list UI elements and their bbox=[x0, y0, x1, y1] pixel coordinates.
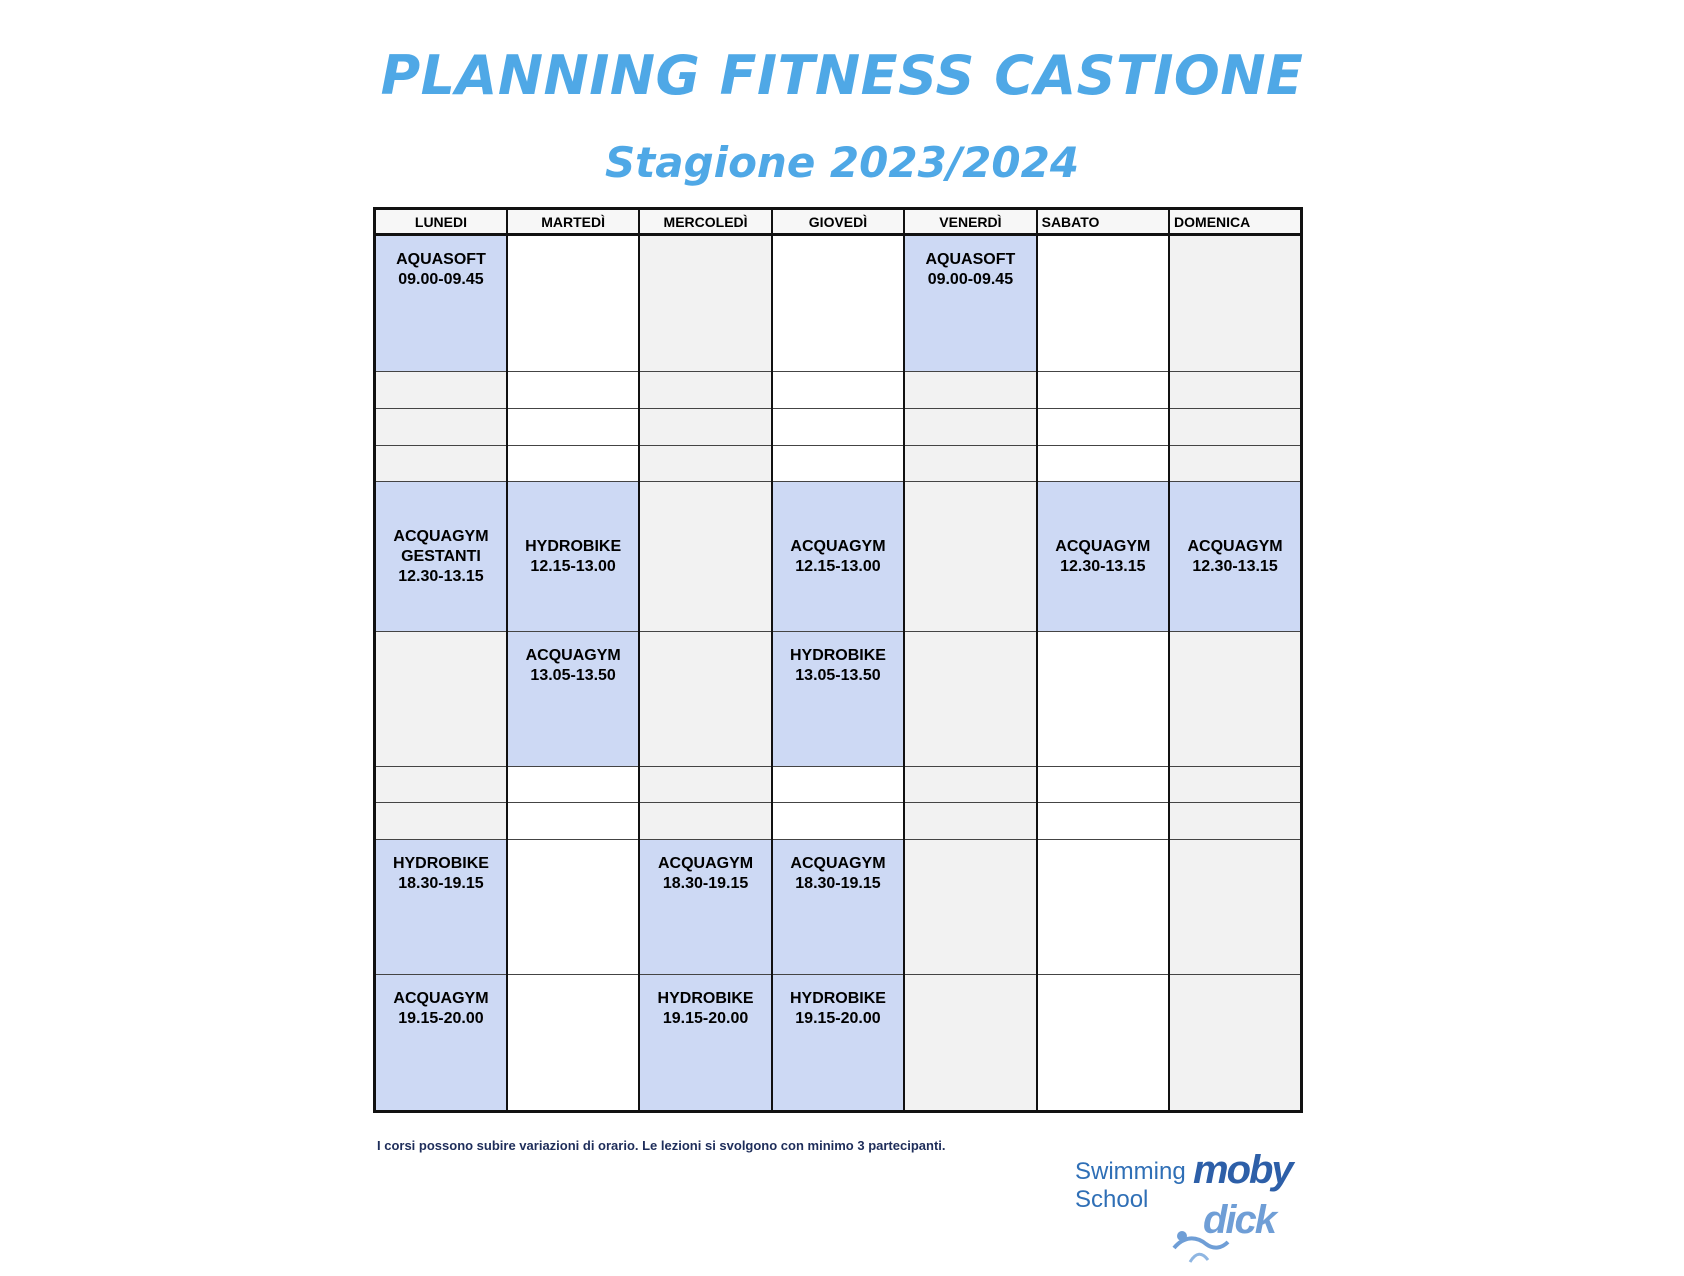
class-name: HYDROBIKE bbox=[392, 855, 489, 872]
empty-cell bbox=[639, 482, 771, 631]
empty-cell bbox=[904, 482, 1036, 631]
empty-cell bbox=[772, 766, 904, 803]
class-time: 18.30-19.15 bbox=[398, 875, 484, 892]
table-row bbox=[375, 408, 1302, 445]
empty-cell bbox=[639, 408, 771, 445]
empty-cell bbox=[904, 408, 1036, 445]
class-time: 09.00-09.45 bbox=[398, 271, 484, 288]
table-row bbox=[375, 840, 1302, 975]
empty-cell bbox=[1037, 766, 1169, 803]
empty-cell bbox=[639, 803, 771, 840]
empty-cell bbox=[904, 631, 1036, 766]
class-cell bbox=[772, 482, 904, 631]
empty-cell bbox=[772, 445, 904, 482]
empty-cell bbox=[1037, 840, 1169, 975]
class-name: HYDROBIKE bbox=[789, 646, 886, 664]
class-time: 12.30-13.15 bbox=[1192, 557, 1278, 575]
empty-cell bbox=[1169, 445, 1301, 482]
class-name: ACQUAGYM bbox=[790, 855, 886, 872]
empty-cell bbox=[904, 372, 1036, 409]
class-time: 12.30-13.15 bbox=[1060, 557, 1146, 575]
empty-cell bbox=[772, 408, 904, 445]
empty-cell bbox=[1037, 974, 1169, 1111]
empty-cell bbox=[1169, 631, 1301, 766]
day-header-thursday: GIOVEDÌ bbox=[772, 209, 904, 235]
class-cell bbox=[507, 631, 639, 766]
class-cell bbox=[375, 235, 507, 372]
empty-cell bbox=[904, 445, 1036, 482]
class-name: ACQUAGYM bbox=[1187, 537, 1283, 555]
class-time: 18.30-19.15 bbox=[662, 875, 749, 892]
day-header-saturday: SABATO bbox=[1037, 209, 1169, 235]
empty-cell bbox=[375, 803, 507, 840]
empty-cell bbox=[904, 766, 1036, 803]
empty-cell bbox=[1169, 235, 1301, 372]
class-time: 13.05-13.50 bbox=[530, 666, 616, 684]
class-cell bbox=[375, 974, 507, 1111]
empty-cell bbox=[507, 803, 639, 840]
class-cell bbox=[375, 482, 507, 631]
class-name: ACQUAGYM bbox=[1055, 537, 1151, 555]
table-row bbox=[375, 803, 1302, 840]
class-cell bbox=[772, 840, 904, 975]
class-time: 19.15-20.00 bbox=[795, 1009, 881, 1027]
class-cell bbox=[375, 840, 507, 975]
empty-cell bbox=[639, 766, 771, 803]
class-name: ACQUAGYM bbox=[525, 646, 621, 664]
header-row bbox=[375, 209, 1302, 235]
empty-cell bbox=[375, 372, 507, 409]
class-time: 12.15-13.00 bbox=[795, 557, 881, 575]
empty-cell bbox=[507, 372, 639, 409]
day-header-wednesday: MERCOLEDÌ bbox=[639, 209, 771, 235]
class-time: 19.15-20.00 bbox=[398, 1009, 484, 1027]
empty-cell bbox=[375, 445, 507, 482]
empty-cell bbox=[772, 803, 904, 840]
class-name: HYDROBIKE bbox=[525, 537, 622, 555]
day-header-sunday: DOMENICA bbox=[1169, 209, 1301, 235]
empty-cell bbox=[904, 974, 1036, 1111]
logo-text-school: School bbox=[1075, 1186, 1149, 1213]
logo-text-swimming: Swimming bbox=[1075, 1158, 1186, 1185]
empty-cell bbox=[1169, 766, 1301, 803]
empty-cell bbox=[375, 631, 507, 766]
class-time: 12.15-13.00 bbox=[530, 557, 616, 575]
empty-cell bbox=[639, 631, 771, 766]
class-name: AQUASOFT bbox=[396, 251, 486, 268]
empty-cell bbox=[375, 408, 507, 445]
class-cell bbox=[904, 235, 1036, 372]
class-time: 13.05-13.50 bbox=[795, 666, 881, 684]
empty-cell bbox=[507, 408, 639, 445]
class-name: HYDROBIKE bbox=[789, 989, 886, 1007]
table-row bbox=[375, 482, 1302, 631]
class-cell bbox=[639, 974, 771, 1111]
class-cell bbox=[1037, 482, 1169, 631]
empty-cell bbox=[1037, 372, 1169, 409]
empty-cell bbox=[1169, 974, 1301, 1111]
footer-note: I corsi possono subire variazioni di orario. Le lezioni si svolgono con minimo 3 partecipanti. bbox=[377, 1138, 946, 1153]
class-time: 18.30-19.15 bbox=[795, 875, 881, 892]
table-row bbox=[375, 372, 1302, 409]
day-header-tuesday: MARTEDÌ bbox=[507, 209, 639, 235]
empty-cell bbox=[375, 766, 507, 803]
day-header-friday: VENERDÌ bbox=[904, 209, 1036, 235]
class-name: AQUASOFT bbox=[925, 251, 1016, 268]
table-row bbox=[375, 235, 1302, 372]
page-title: PLANNING FITNESS CASTIONE bbox=[380, 44, 1304, 107]
empty-cell bbox=[772, 372, 904, 409]
empty-cell bbox=[1169, 372, 1301, 409]
table-row bbox=[375, 445, 1302, 482]
empty-cell bbox=[904, 840, 1036, 975]
empty-cell bbox=[507, 974, 639, 1111]
schedule-table bbox=[373, 207, 1303, 1113]
class-cell bbox=[772, 631, 904, 766]
class-name: ACQUAGYM bbox=[393, 527, 489, 545]
empty-cell bbox=[507, 445, 639, 482]
empty-cell bbox=[1037, 631, 1169, 766]
empty-cell bbox=[639, 235, 771, 372]
logo-text-moby: moby bbox=[1193, 1148, 1292, 1192]
class-name: HYDROBIKE bbox=[657, 989, 754, 1007]
class-name: ACQUAGYM bbox=[393, 989, 489, 1007]
empty-cell bbox=[639, 445, 771, 482]
empty-cell bbox=[639, 372, 771, 409]
day-header-monday: LUNEDI bbox=[375, 209, 507, 235]
empty-cell bbox=[1169, 840, 1301, 975]
table-row bbox=[375, 766, 1302, 803]
class-time: 19.15-20.00 bbox=[662, 1009, 749, 1027]
empty-cell bbox=[1037, 408, 1169, 445]
swimmer-icon bbox=[1170, 1218, 1230, 1268]
class-time: 09.00-09.45 bbox=[927, 271, 1014, 288]
page-subtitle: Stagione 2023/2024 bbox=[604, 138, 1080, 187]
empty-cell bbox=[1037, 445, 1169, 482]
table-row bbox=[375, 631, 1302, 766]
empty-cell bbox=[1037, 235, 1169, 372]
class-time: 12.30-13.15 bbox=[398, 567, 484, 585]
class-cell bbox=[772, 974, 904, 1111]
empty-cell bbox=[1037, 803, 1169, 840]
empty-cell bbox=[772, 235, 904, 372]
class-name: ACQUAGYM bbox=[658, 855, 754, 872]
class-name-line2: GESTANTI bbox=[401, 547, 481, 565]
class-name: ACQUAGYM bbox=[790, 537, 886, 555]
empty-cell bbox=[507, 766, 639, 803]
class-cell bbox=[507, 482, 639, 631]
empty-cell bbox=[507, 840, 639, 975]
moby-dick-logo bbox=[1075, 1148, 1292, 1268]
empty-cell bbox=[1169, 803, 1301, 840]
empty-cell bbox=[507, 235, 639, 372]
table-row bbox=[375, 974, 1302, 1111]
empty-cell bbox=[1169, 408, 1301, 445]
class-cell bbox=[639, 840, 771, 975]
logo-text-dick: dick bbox=[1203, 1198, 1276, 1242]
empty-cell bbox=[904, 803, 1036, 840]
class-cell bbox=[1169, 482, 1301, 631]
